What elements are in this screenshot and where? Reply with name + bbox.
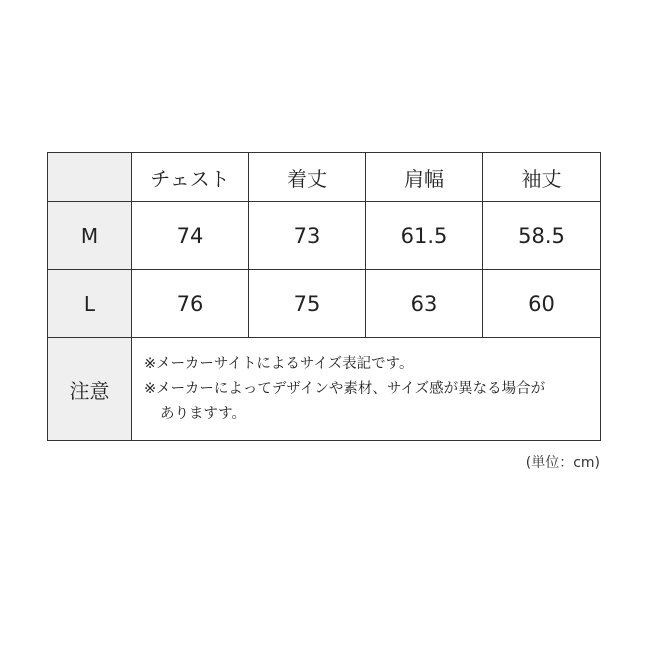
value-l-sleeve: 60 <box>483 270 601 338</box>
value-m-length: 73 <box>249 202 366 270</box>
value-l-shoulder: 63 <box>366 270 483 338</box>
header-shoulder: 肩幅 <box>366 153 483 202</box>
value-l-length: 75 <box>249 270 366 338</box>
corner-cell <box>48 153 132 202</box>
header-length: 着丈 <box>249 153 366 202</box>
size-label-l: L <box>48 270 132 338</box>
size-chart-table <box>47 152 601 441</box>
header-row <box>48 153 601 202</box>
value-m-chest: 74 <box>132 202 249 270</box>
value-m-sleeve: 58.5 <box>483 202 601 270</box>
table-row-m <box>48 202 601 270</box>
unit-note: (単位：cm) <box>525 455 600 471</box>
value-l-chest: 76 <box>132 270 249 338</box>
note-line-1: ※メーカーサイトによるサイズ表記です。 <box>144 355 414 372</box>
note-row <box>48 338 601 441</box>
note-line-3: ありますす。 <box>160 405 246 422</box>
header-chest: チェスト <box>132 153 249 202</box>
header-sleeve: 袖丈 <box>483 153 601 202</box>
value-m-shoulder: 61.5 <box>366 202 483 270</box>
size-label-m: M <box>48 202 132 270</box>
note-label: 注意 <box>48 338 132 441</box>
note-text <box>132 338 601 441</box>
note-line-2: ※メーカーによってデザインや素材、サイズ感が異なる場合が <box>144 380 546 397</box>
table-row-l <box>48 270 601 338</box>
